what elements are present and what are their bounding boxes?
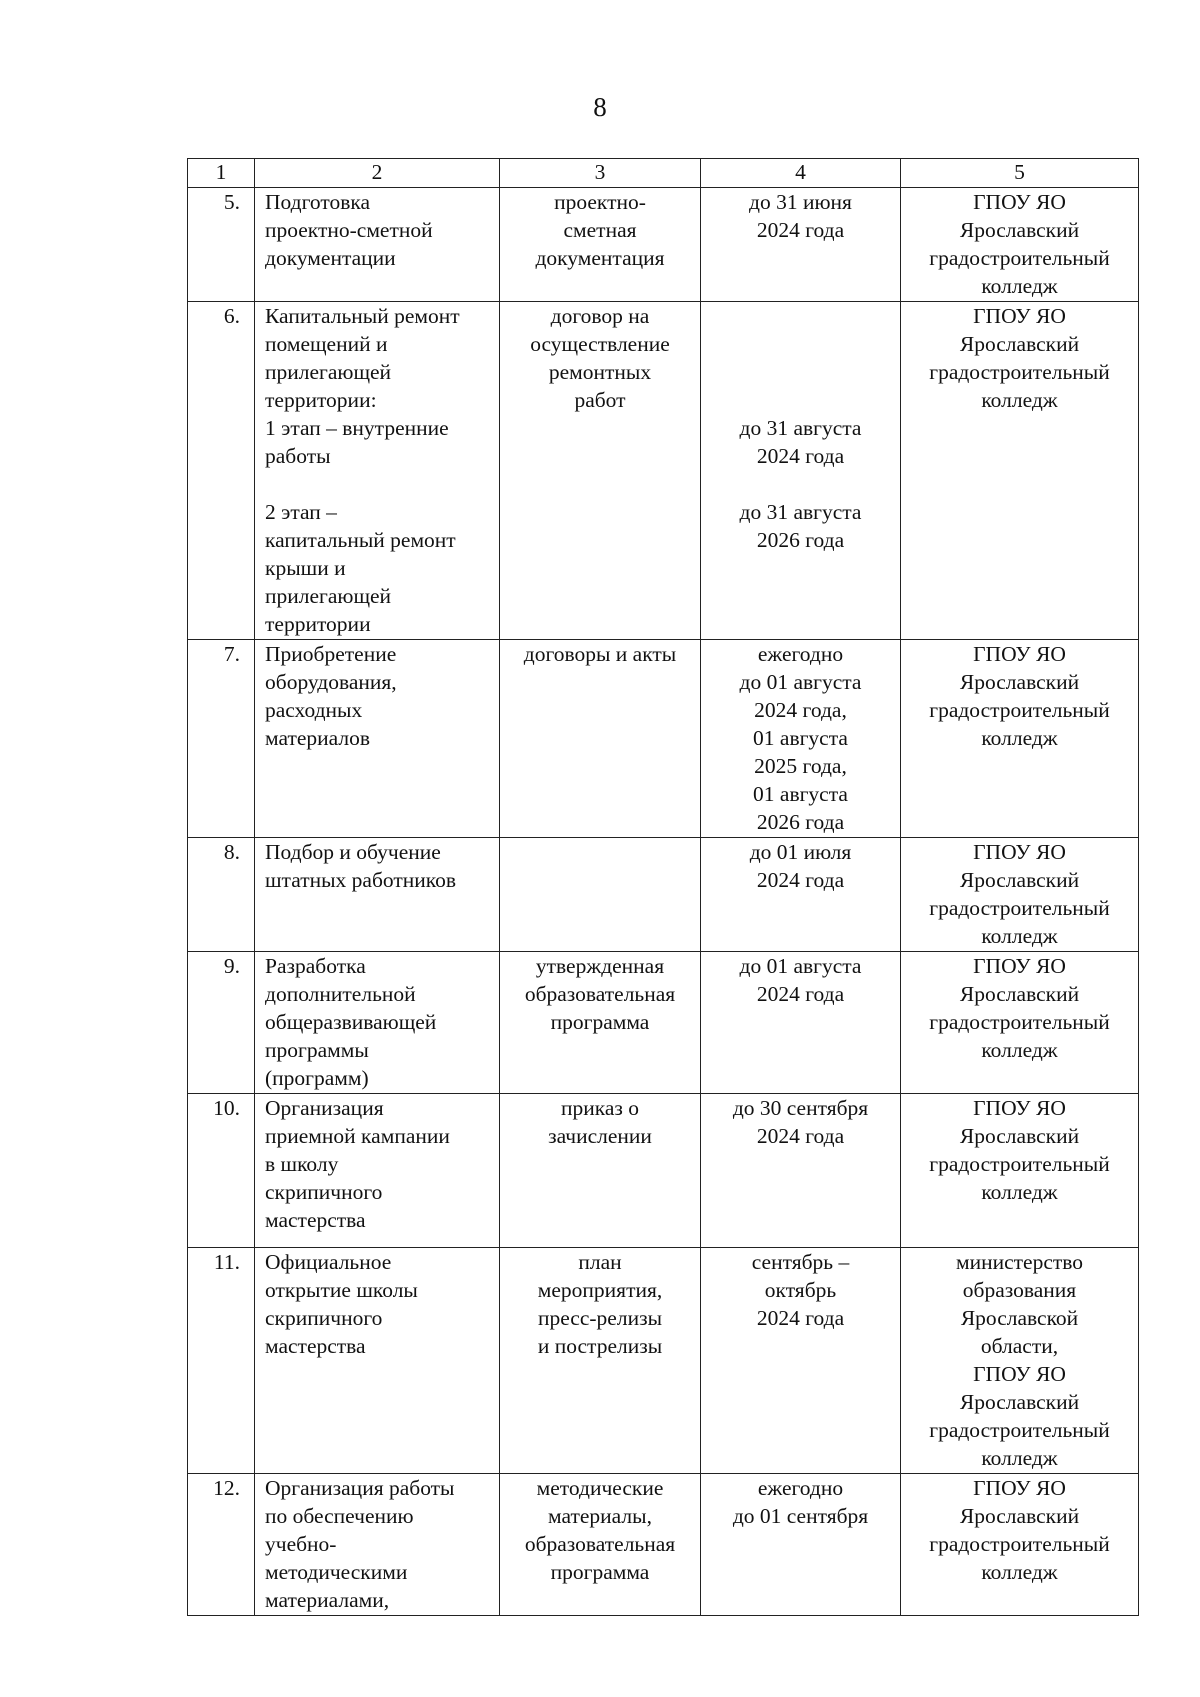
cell-line: материалами, — [265, 1588, 390, 1612]
cell-line: материалов — [265, 726, 371, 750]
row-number-cell: 12. — [188, 1474, 255, 1616]
cell-line: 01 августа — [753, 782, 848, 806]
result-cell — [500, 1094, 701, 1248]
cell-line: по обеспечению — [265, 1504, 414, 1528]
header-cell-2: 2 — [255, 159, 500, 188]
cell-line: Капитальный ремонт — [265, 304, 460, 328]
cell-line: скрипичного — [265, 1306, 383, 1330]
activity-cell — [255, 302, 500, 640]
result-cell — [500, 952, 701, 1094]
activity-cell — [255, 1094, 500, 1248]
activity-cell — [255, 640, 500, 838]
cell-line: сметная — [563, 218, 637, 242]
row-number-cell: 6. — [188, 302, 255, 640]
cell-line: колледж — [981, 388, 1058, 412]
cell-line: до 31 июня — [749, 190, 852, 214]
table-row — [188, 838, 1139, 952]
deadline-cell — [701, 1094, 901, 1248]
cell-line: 2024 года — [756, 218, 845, 242]
cell-line: прилегающей — [265, 584, 392, 608]
row-number-cell: 7. — [188, 640, 255, 838]
cell-line: до 31 августа — [739, 500, 862, 524]
cell-line: градостроительный — [929, 246, 1110, 270]
cell-line: области, — [980, 1334, 1059, 1358]
deadline-cell — [701, 952, 901, 1094]
blank-line — [705, 302, 896, 330]
cell-line: 2026 года — [756, 528, 845, 552]
cell-line: колледж — [981, 1038, 1058, 1062]
table-row — [188, 640, 1139, 838]
cell-line: территории — [265, 612, 371, 636]
cell-line: методическими — [265, 1560, 408, 1584]
table-row — [188, 188, 1139, 302]
cell-line: Приобретение — [265, 642, 397, 666]
cell-line: дополнительной — [265, 982, 416, 1006]
cell-line: Ярославский — [959, 1124, 1080, 1148]
cell-line: прилегающей — [265, 360, 392, 384]
cell-line: территории: — [265, 388, 377, 412]
cell-line: 2026 года — [756, 810, 845, 834]
cell-line: Ярославский — [959, 1390, 1080, 1414]
header-cell-1: 1 — [188, 159, 255, 188]
cell-line: капитальный ремонт — [265, 528, 456, 552]
cell-line: мастерства — [265, 1334, 366, 1358]
cell-line: градостроительный — [929, 1532, 1110, 1556]
row-number-cell: 8. — [188, 838, 255, 952]
cell-line: Ярославской — [960, 1306, 1079, 1330]
cell-line: (программ) — [265, 1066, 369, 1090]
activity-cell — [255, 952, 500, 1094]
cell-line: программа — [550, 1010, 650, 1034]
result-cell — [500, 838, 701, 952]
table-row — [188, 952, 1139, 1094]
cell-line: методические — [536, 1476, 664, 1500]
cell-line: 2024 года — [756, 1306, 845, 1330]
responsible-cell — [901, 1094, 1139, 1248]
cell-line: до 01 сентября — [732, 1504, 869, 1528]
blank-line — [705, 330, 896, 358]
activity-cell — [255, 1248, 500, 1474]
cell-line: скрипичного — [265, 1180, 383, 1204]
cell-line: до 01 августа — [739, 670, 862, 694]
cell-line: утвержденная — [535, 954, 665, 978]
deadline-cell — [701, 188, 901, 302]
cell-line: октябрь — [764, 1278, 837, 1302]
row-number-cell: 9. — [188, 952, 255, 1094]
header-cell-5: 5 — [901, 159, 1139, 188]
cell-line: документация — [535, 246, 665, 270]
cell-line: штатных работников — [265, 868, 457, 892]
deadline-cell — [701, 1474, 901, 1616]
cell-line: до 30 сентября — [732, 1096, 869, 1120]
cell-line: ежегодно — [757, 642, 844, 666]
blank-line — [265, 470, 495, 498]
header-cell-3: 3 — [500, 159, 701, 188]
cell-line: градостроительный — [929, 698, 1110, 722]
cell-line: Ярославский — [959, 868, 1080, 892]
cell-line: мероприятия, — [537, 1278, 663, 1302]
cell-line: проектно- — [554, 190, 646, 214]
cell-line: осуществление — [530, 332, 670, 356]
cell-line: договор на — [550, 304, 650, 328]
cell-line: Ярославский — [959, 218, 1080, 242]
cell-line: колледж — [981, 726, 1058, 750]
result-cell — [500, 188, 701, 302]
cell-line: 2024 года, — [754, 698, 847, 722]
cell-line: в школу — [265, 1152, 339, 1176]
cell-line: Ярославский — [959, 332, 1080, 356]
result-cell — [500, 1474, 701, 1616]
cell-line: колледж — [981, 1560, 1058, 1584]
row-number-cell: 10. — [188, 1094, 255, 1248]
cell-line: до 31 августа — [739, 416, 862, 440]
table-row — [188, 302, 1139, 640]
responsible-cell — [901, 302, 1139, 640]
cell-line: сентябрь – — [751, 1250, 850, 1274]
blank-line — [705, 470, 896, 498]
page-number: 8 — [593, 92, 607, 122]
cell-line: колледж — [981, 924, 1058, 948]
table-row — [188, 1474, 1139, 1616]
row-number-cell: 11. — [188, 1248, 255, 1474]
cell-line: мастерства — [265, 1208, 366, 1232]
cell-line: градостроительный — [929, 360, 1110, 384]
cell-line: Ярославский — [959, 982, 1080, 1006]
cell-line: Ярославский — [959, 670, 1080, 694]
cell-line: образовательная — [524, 1532, 676, 1556]
cell-line: Подбор и обучение — [265, 840, 441, 864]
cell-line: программы — [265, 1038, 369, 1062]
cell-line: 2024 года — [756, 982, 845, 1006]
header-row — [188, 159, 1139, 188]
cell-line: проектно-сметной — [265, 218, 433, 242]
plan-table — [187, 158, 1139, 1616]
cell-line: ГПОУ ЯО — [973, 642, 1066, 666]
result-cell — [500, 640, 701, 838]
cell-line: документации — [265, 246, 396, 270]
cell-line: ГПОУ ЯО — [973, 1096, 1066, 1120]
cell-line: оборудования, — [265, 670, 397, 694]
activity-cell — [255, 188, 500, 302]
responsible-cell — [901, 952, 1139, 1094]
cell-line: работы — [265, 444, 331, 468]
cell-line: 01 августа — [753, 726, 848, 750]
cell-line: градостроительный — [929, 1010, 1110, 1034]
cell-line: градостроительный — [929, 1152, 1110, 1176]
responsible-cell — [901, 1248, 1139, 1474]
deadline-cell — [701, 1248, 901, 1474]
responsible-cell — [901, 640, 1139, 838]
cell-line: 2025 года, — [754, 754, 847, 778]
cell-line: приемной кампании — [265, 1124, 450, 1148]
deadline-cell — [701, 302, 901, 640]
cell-line: приказ о — [560, 1096, 640, 1120]
cell-line: ГПОУ ЯО — [973, 954, 1066, 978]
cell-line: Разработка — [265, 954, 366, 978]
cell-line: программа — [550, 1560, 650, 1584]
cell-line: 2024 года — [756, 1124, 845, 1148]
table-row — [188, 1094, 1139, 1248]
cell-line: до 01 июля — [749, 840, 852, 864]
cell-line: градостроительный — [929, 1418, 1110, 1442]
cell-line: расходных — [265, 698, 363, 722]
cell-line: колледж — [981, 1446, 1058, 1470]
cell-line: 2024 года — [756, 444, 845, 468]
table-row — [188, 1248, 1139, 1474]
cell-line: договоры и акты — [523, 642, 677, 666]
cell-line: работ — [574, 388, 626, 412]
cell-line: образовательная — [524, 982, 676, 1006]
activity-cell — [255, 838, 500, 952]
cell-line: 2 этап – — [265, 500, 337, 524]
cell-line: зачислении — [548, 1124, 652, 1148]
cell-line: министерство — [955, 1250, 1084, 1274]
cell-line: Организация — [265, 1096, 384, 1120]
header-cell-4: 4 — [701, 159, 901, 188]
cell-line: образования — [962, 1278, 1077, 1302]
cell-line: ГПОУ ЯО — [973, 840, 1066, 864]
deadline-cell — [701, 838, 901, 952]
cell-line: и пострелизы — [537, 1334, 663, 1358]
cell-line: ремонтных — [548, 360, 652, 384]
cell-line: Ярославский — [959, 1504, 1080, 1528]
cell-line: 2024 года — [756, 868, 845, 892]
cell-line: ГПОУ ЯО — [973, 304, 1066, 328]
cell-line: открытие школы — [265, 1278, 418, 1302]
cell-line: ГПОУ ЯО — [973, 1362, 1066, 1386]
cell-line: 1 этап – внутренние — [265, 416, 449, 440]
responsible-cell — [901, 838, 1139, 952]
cell-line: ГПОУ ЯО — [973, 190, 1066, 214]
cell-line: пресс-релизы — [537, 1306, 663, 1330]
cell-line: ГПОУ ЯО — [973, 1476, 1066, 1500]
cell-line: материалы, — [548, 1504, 652, 1528]
cell-line: помещений и — [265, 332, 388, 356]
table-body — [188, 159, 1139, 1616]
blank-line — [705, 358, 896, 386]
responsible-cell — [901, 188, 1139, 302]
cell-line: учебно- — [265, 1532, 337, 1556]
cell-line: Организация работы — [265, 1476, 455, 1500]
cell-line: план — [578, 1250, 622, 1274]
responsible-cell — [901, 1474, 1139, 1616]
cell-line: колледж — [981, 1180, 1058, 1204]
cell-line: градостроительный — [929, 896, 1110, 920]
row-number-cell: 5. — [188, 188, 255, 302]
cell-line: до 01 августа — [739, 954, 862, 978]
result-cell — [500, 302, 701, 640]
blank-line — [705, 386, 896, 414]
cell-line: колледж — [981, 274, 1058, 298]
result-cell — [500, 1248, 701, 1474]
cell-line: Подготовка — [265, 190, 371, 214]
cell-line: Официальное — [265, 1250, 392, 1274]
cell-line: общеразвивающей — [265, 1010, 437, 1034]
activity-cell — [255, 1474, 500, 1616]
cell-line: крыши и — [265, 556, 346, 580]
cell-line: ежегодно — [757, 1476, 844, 1500]
deadline-cell — [701, 640, 901, 838]
